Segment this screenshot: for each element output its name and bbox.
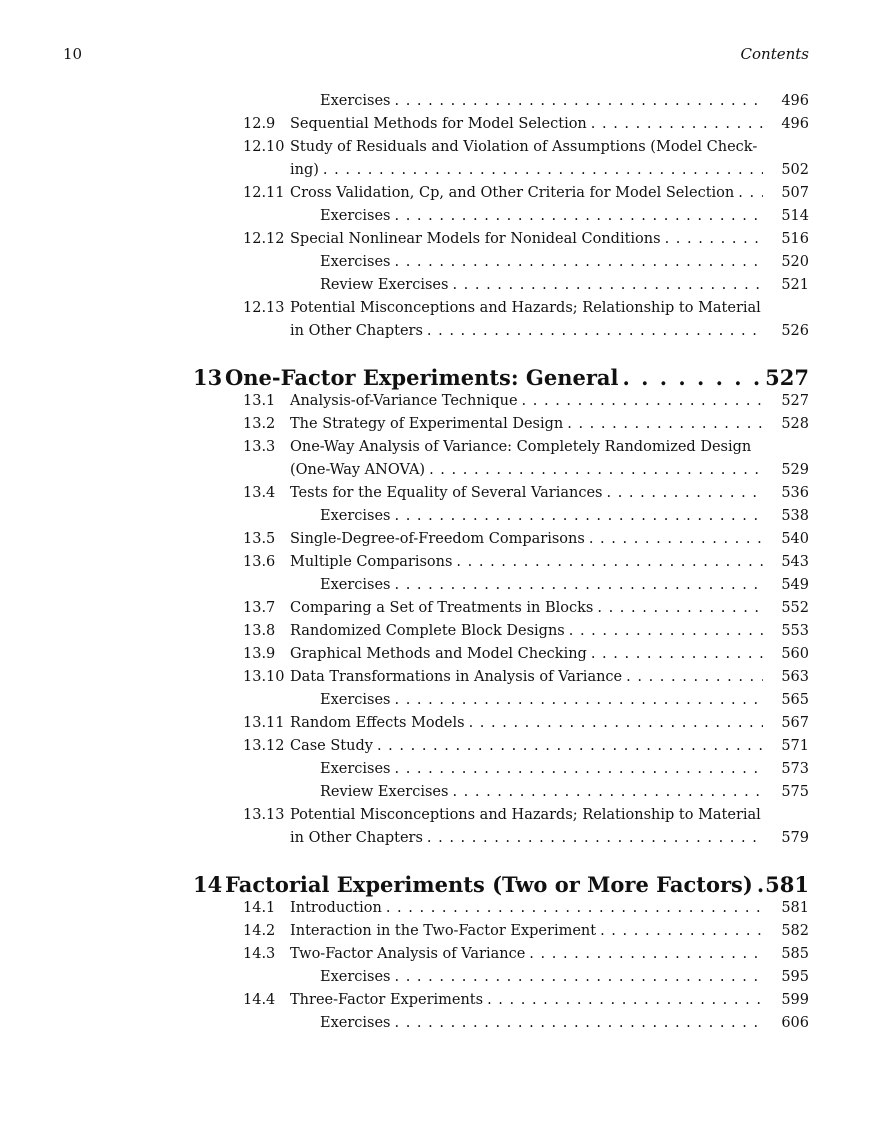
entry-page: 579 (781, 830, 809, 846)
leader-dots (757, 872, 765, 897)
section-entry[interactable] (0, 529, 870, 552)
running-title: Contents (740, 45, 809, 63)
entry-title (290, 807, 763, 823)
entry-title (290, 623, 763, 639)
section-entry[interactable] (0, 828, 870, 851)
entry-title-text: Exercises (320, 692, 391, 708)
leader-dots (395, 254, 764, 270)
entry-title-text: ing) (290, 162, 319, 178)
entry-title-text: Comparing a Set of Treatments in Blocks (290, 600, 594, 616)
entry-title (320, 208, 763, 224)
chapter-gap (0, 851, 870, 872)
entry-page: 573 (781, 761, 809, 777)
section-entry[interactable] (0, 736, 870, 759)
leader-dots (323, 162, 763, 178)
entry-title-text: (One-Way ANOVA) (290, 462, 426, 478)
entry-title (290, 162, 763, 178)
entry-title (290, 116, 763, 132)
section-number: 13.6 (243, 554, 276, 570)
section-entry[interactable] (0, 460, 870, 483)
entry-title (290, 416, 763, 432)
entry-page: 571 (781, 738, 809, 754)
chapter-title-text: One-Factor Experiments: General (225, 365, 619, 390)
section-number: 13.10 (243, 669, 285, 685)
section-number: 13.8 (243, 623, 276, 639)
entry-title (320, 761, 763, 777)
section-number: 12.9 (243, 116, 276, 132)
entry-page: 606 (781, 1015, 809, 1031)
section-entry[interactable] (0, 229, 870, 252)
leader-dots (597, 600, 763, 616)
leader-dots (386, 900, 763, 916)
entry-title-text: Sequential Methods for Model Selection (290, 116, 587, 132)
leader-dots (395, 208, 764, 224)
entry-title-text: Data Transformations in Analysis of Variance (290, 669, 623, 685)
exercises-entry[interactable] (0, 690, 870, 713)
table-of-contents (0, 91, 870, 1036)
entry-title (290, 139, 763, 155)
section-number: 13.7 (243, 600, 276, 616)
entry-title (290, 738, 763, 754)
entry-title-text: in Other Chapters (290, 830, 423, 846)
entry-title-text: Exercises (320, 208, 391, 224)
leader-dots (522, 393, 763, 409)
entry-title-text: Exercises (320, 93, 391, 109)
entry-title (320, 784, 763, 800)
chapter-number: 13 (193, 365, 223, 390)
leader-dots (395, 692, 764, 708)
section-number: 12.11 (243, 185, 285, 201)
section-entry[interactable] (0, 667, 870, 690)
entry-title-text: in Other Chapters (290, 323, 423, 339)
chapter-page: 527 (765, 365, 809, 390)
section-entry[interactable] (0, 160, 870, 183)
leader-dots (429, 462, 763, 478)
section-number: 13.1 (243, 393, 276, 409)
entry-page: 521 (781, 277, 809, 293)
section-entry[interactable] (0, 321, 870, 344)
entry-title (290, 393, 763, 409)
leader-dots (427, 830, 763, 846)
entry-title-text: Randomized Complete Block Designs (290, 623, 565, 639)
entry-page: 560 (781, 646, 809, 662)
chapter-title (225, 365, 765, 390)
entry-title (290, 669, 763, 685)
page-number: 10 (63, 45, 83, 63)
entry-title (320, 1015, 763, 1031)
section-entry[interactable] (0, 644, 870, 667)
leader-dots (591, 646, 763, 662)
section-entry[interactable] (0, 298, 870, 321)
entry-title (290, 231, 763, 247)
entry-title-text: Three-Factor Experiments (290, 992, 484, 1008)
section-entry[interactable] (0, 183, 870, 206)
leader-dots (395, 1015, 764, 1031)
entry-title-text: Introduction (290, 900, 382, 916)
leader-dots (529, 946, 763, 962)
section-number: 14.4 (243, 992, 276, 1008)
leader-dots (395, 761, 764, 777)
entry-page: 540 (781, 531, 809, 547)
leader-dots (569, 623, 763, 639)
section-number: 13.4 (243, 485, 276, 501)
entry-page: 595 (781, 969, 809, 985)
chapter-gap (0, 344, 870, 365)
entry-title-text: Single-Degree-of-Freedom Comparisons (290, 531, 585, 547)
leader-dots (456, 554, 763, 570)
entry-title (290, 715, 763, 731)
entry-title-text: Cross Validation, Cp, and Other Criteria for Model Selection (290, 185, 735, 201)
entry-title (290, 485, 763, 501)
leader-dots (487, 992, 763, 1008)
entry-page: 516 (781, 231, 809, 247)
entry-page: 528 (781, 416, 809, 432)
entry-title-text: Interaction in the Two-Factor Experiment (290, 923, 597, 939)
leader-dots (377, 738, 763, 754)
section-entry[interactable] (0, 990, 870, 1013)
exercises-entry[interactable] (0, 252, 870, 275)
entry-page: 585 (781, 946, 809, 962)
exercises-entry[interactable] (0, 91, 870, 114)
entry-page: 502 (781, 162, 809, 178)
entry-title-text: Exercises (320, 761, 391, 777)
leader-dots (395, 508, 764, 524)
entry-title (320, 277, 763, 293)
entry-title (320, 254, 763, 270)
exercises-entry[interactable] (0, 759, 870, 782)
section-number: 13.9 (243, 646, 276, 662)
entry-title-text: Multiple Comparisons (290, 554, 453, 570)
leader-dots (589, 531, 763, 547)
exercises-entry[interactable] (0, 206, 870, 229)
section-entry[interactable] (0, 713, 870, 736)
leader-dots (427, 323, 763, 339)
exercises-entry[interactable] (0, 506, 870, 529)
entry-title (320, 93, 763, 109)
entry-title (290, 600, 763, 616)
section-entry[interactable] (0, 921, 870, 944)
entry-title-text: Review Exercises (320, 277, 449, 293)
section-entry[interactable] (0, 437, 870, 460)
entry-title (290, 900, 763, 916)
entry-title-text: Special Nonlinear Models for Nonideal Conditions (290, 231, 661, 247)
entry-title (290, 946, 763, 962)
section-number: 13.5 (243, 531, 276, 547)
entry-title (320, 692, 763, 708)
section-entry[interactable] (0, 414, 870, 437)
entry-title-text: The Strategy of Experimental Design (290, 416, 564, 432)
leader-dots (395, 969, 764, 985)
entry-title-text: Potential Misconceptions and Hazards; Relationship to Material (290, 807, 761, 823)
entry-title (290, 323, 763, 339)
leader-dots (626, 669, 763, 685)
section-entry[interactable] (0, 483, 870, 506)
entry-title (290, 923, 763, 939)
entry-page: 527 (781, 393, 809, 409)
section-entry[interactable] (0, 114, 870, 137)
section-entry[interactable] (0, 621, 870, 644)
section-entry[interactable] (0, 552, 870, 575)
leader-dots (452, 784, 763, 800)
entry-page: 599 (781, 992, 809, 1008)
entry-title-text: One-Way Analysis of Variance: Completely Randomized Design (290, 439, 752, 455)
entry-title (290, 185, 763, 201)
entry-title-text: Two-Factor Analysis of Variance (290, 946, 526, 962)
entry-title-text: Case Study (290, 738, 373, 754)
exercises-entry[interactable] (0, 1013, 870, 1036)
exercises-entry[interactable] (0, 575, 870, 598)
entry-title-text: Random Effects Models (290, 715, 465, 731)
entry-title-text: Review Exercises (320, 784, 449, 800)
entry-title (320, 577, 763, 593)
leader-dots (623, 365, 766, 390)
entry-page: 565 (781, 692, 809, 708)
entry-page: 496 (781, 93, 809, 109)
leader-dots (607, 485, 764, 501)
section-number: 14.3 (243, 946, 276, 962)
section-entry[interactable] (0, 391, 870, 414)
section-number: 13.3 (243, 439, 276, 455)
section-number: 12.12 (243, 231, 285, 247)
leader-dots (395, 93, 764, 109)
section-number: 13.2 (243, 416, 276, 432)
section-entry[interactable] (0, 898, 870, 921)
entry-title (290, 646, 763, 662)
entry-page: 581 (781, 900, 809, 916)
chapter-entry[interactable] (0, 365, 870, 391)
chapter-entry[interactable] (0, 872, 870, 898)
entry-title-text: Graphical Methods and Model Checking (290, 646, 587, 662)
section-number: 13.13 (243, 807, 285, 823)
section-entry[interactable] (0, 944, 870, 967)
entry-page: 536 (781, 485, 809, 501)
entry-title-text: Exercises (320, 508, 391, 524)
entry-title (290, 462, 763, 478)
entry-title-text: Exercises (320, 254, 391, 270)
entry-page: 552 (781, 600, 809, 616)
entry-page: 549 (781, 577, 809, 593)
entry-page: 553 (781, 623, 809, 639)
chapter-title-text: Factorial Experiments (Two or More Factors) (225, 872, 753, 897)
entry-page: 507 (781, 185, 809, 201)
exercises-entry[interactable] (0, 782, 870, 805)
entry-page: 526 (781, 323, 809, 339)
section-number: 12.10 (243, 139, 285, 155)
entry-title (290, 531, 763, 547)
entry-title (290, 830, 763, 846)
section-number: 14.1 (243, 900, 276, 916)
entry-title-text: Tests for the Equality of Several Variances (290, 485, 603, 501)
section-number: 13.11 (243, 715, 285, 731)
entry-page: 575 (781, 784, 809, 800)
chapter-number: 14 (193, 872, 223, 897)
entry-title-text: Exercises (320, 1015, 391, 1031)
entry-page: 538 (781, 508, 809, 524)
leader-dots (738, 185, 763, 201)
entry-title (290, 992, 763, 1008)
entry-page: 582 (781, 923, 809, 939)
entry-title (320, 969, 763, 985)
entry-page: 567 (781, 715, 809, 731)
entry-page: 543 (781, 554, 809, 570)
exercises-entry[interactable] (0, 275, 870, 298)
entry-title (290, 439, 763, 455)
leader-dots (452, 277, 763, 293)
leader-dots (591, 116, 763, 132)
leader-dots (469, 715, 763, 731)
entry-title-text: Exercises (320, 969, 391, 985)
leader-dots (395, 577, 764, 593)
leader-dots (567, 416, 763, 432)
entry-title (290, 554, 763, 570)
chapter-page: 581 (765, 872, 809, 897)
entry-page: 520 (781, 254, 809, 270)
entry-title (290, 300, 763, 316)
section-entry[interactable] (0, 805, 870, 828)
leader-dots (665, 231, 763, 247)
entry-page: 496 (781, 116, 809, 132)
entry-title-text: Potential Misconceptions and Hazards; Relationship to Material (290, 300, 761, 316)
exercises-entry[interactable] (0, 967, 870, 990)
entry-title (320, 508, 763, 524)
chapter-title (225, 872, 765, 897)
entry-page: 529 (781, 462, 809, 478)
entry-title-text: Exercises (320, 577, 391, 593)
leader-dots (600, 923, 763, 939)
entry-page: 514 (781, 208, 809, 224)
entry-title-text: Analysis-of-Variance Technique (290, 393, 518, 409)
section-number: 12.13 (243, 300, 285, 316)
section-number: 13.12 (243, 738, 285, 754)
entry-title-text: Study of Residuals and Violation of Assumptions (Model Check- (290, 139, 758, 155)
section-number: 14.2 (243, 923, 276, 939)
section-entry[interactable] (0, 137, 870, 160)
entry-page: 563 (781, 669, 809, 685)
section-entry[interactable] (0, 598, 870, 621)
